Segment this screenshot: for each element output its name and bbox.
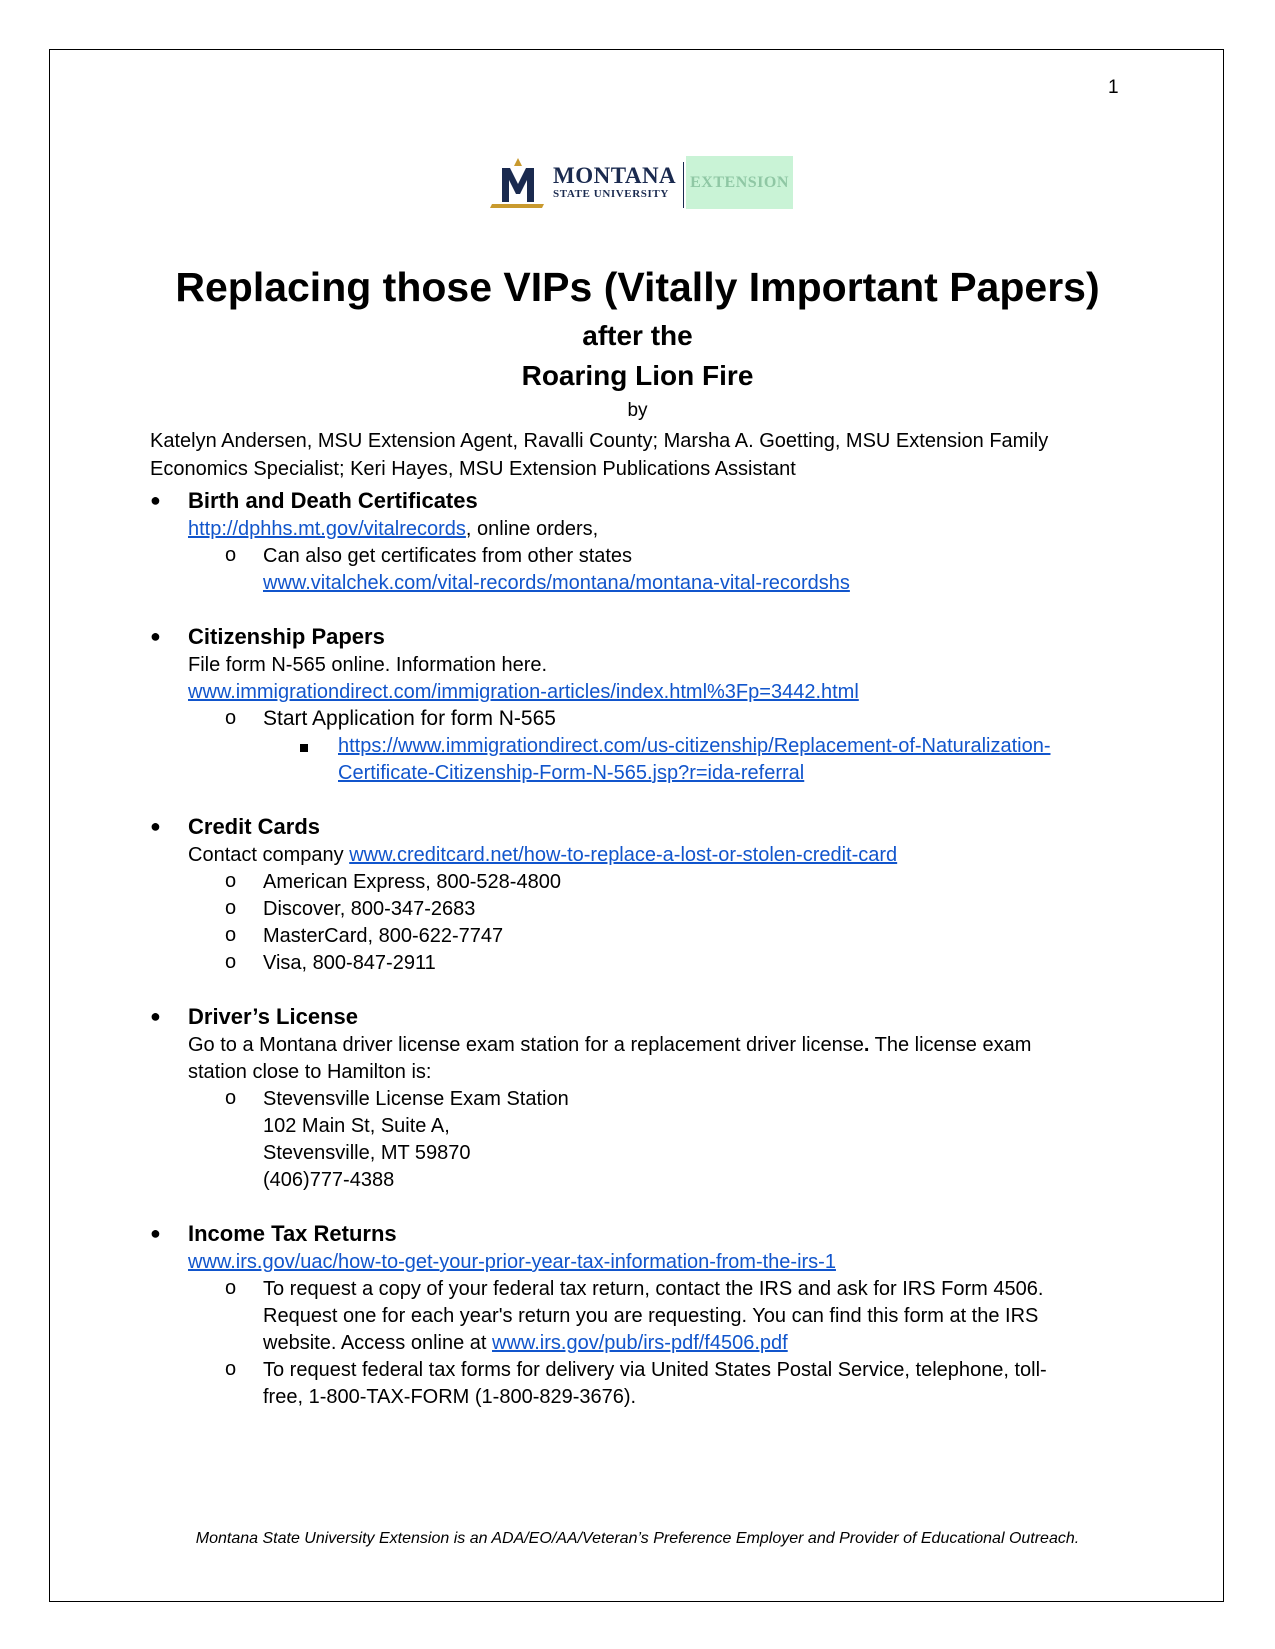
logo-wordmark-line2: STATE UNIVERSITY [553, 188, 669, 200]
section-line [188, 844, 897, 867]
sub-bullet-icon: o [225, 951, 237, 973]
vitalchek-link-line [263, 572, 850, 595]
sub-bullet-icon: o [225, 897, 237, 919]
immigration-link-line [188, 681, 859, 704]
bullet-icon: ● [150, 1006, 161, 1026]
sub-bullet-icon: o [225, 707, 237, 729]
card-item: Discover, 800-347-2683 [263, 898, 476, 920]
tax-item1-line2: Request one for each year's return you are requesting. You can find this form at the IRS [263, 1305, 1039, 1327]
bullet-icon: ● [150, 1223, 161, 1243]
bullet-icon: ● [150, 816, 161, 836]
tax-item2-line1: To request federal tax forms for delivery via United States Postal Service, telephone, toll- [263, 1359, 1047, 1381]
logo-divider [683, 162, 684, 208]
irs-f4506-link[interactable]: www.irs.gov/pub/irs-pdf/f4506.pdf [492, 1332, 788, 1354]
authors-line1: Katelyn Andersen, MSU Extension Agent, Ravalli County; Marsha A. Goetting, MSU Extension Family [150, 430, 1049, 452]
sub-bullet-icon: o [225, 544, 237, 566]
sub-item-text: Start Application for form N-565 [263, 707, 556, 730]
tax-item1-prefix: website. Access online at [263, 1332, 493, 1354]
n565-application-link[interactable]: https://www.immigrationdirect.com/us-citizenship/Replacement-of-Naturalization- [338, 735, 1051, 757]
contact-prefix: Contact company [188, 844, 350, 866]
tax-item2-line2: free, 1-800-TAX-FORM (1-800-829-3676). [263, 1386, 637, 1408]
bullet-icon: ● [150, 626, 161, 646]
logo-extension-label: EXTENSION [686, 156, 793, 209]
section-heading: Birth and Death Certificates [188, 488, 478, 513]
n565-link-line2 [338, 762, 804, 785]
section-heading: Credit Cards [188, 814, 321, 839]
logo-wordmark-line1: MONTANA [553, 163, 677, 188]
vitalchek-link[interactable]: www.vitalchek.com/vital-records/montana/montana-vital-recordshs [263, 572, 850, 594]
station-phone: (406)777-4388 [263, 1169, 395, 1191]
station-name: Stevensville License Exam Station [263, 1088, 569, 1110]
section-heading: Driver’s License [188, 1004, 358, 1029]
square-bullet-icon [300, 744, 308, 752]
authors [150, 427, 1100, 483]
subtitle-line1: after the [582, 320, 693, 351]
document-title: Replacing those VIPs (Vitally Important Papers) [175, 264, 1100, 310]
section-heading: Income Tax Returns [188, 1221, 397, 1246]
subtitle-line2: Roaring Lion Fire [521, 360, 754, 391]
section-text: File form N-565 online. Information here. [188, 654, 548, 676]
sub-bullet-icon: o [225, 1358, 237, 1380]
byline: by [627, 400, 648, 421]
footer-disclaimer: Montana State University Extension is an ADA/EO/AA/Veteran’s Preference Employer and Provider of Educational Outreach. [195, 1530, 1080, 1547]
n565-application-link-cont[interactable]: Certificate-Citizenship-Form-N-565.jsp?r=ida-referral [338, 762, 805, 784]
creditcard-link[interactable]: www.creditcard.net/how-to-replace-a-lost-or-stolen-credit-card [349, 844, 898, 866]
section-heading: Citizenship Papers [188, 624, 385, 649]
n565-link-line1 [338, 735, 1050, 758]
irs-link-line [188, 1251, 836, 1274]
section-text-line2: station close to Hamilton is: [188, 1061, 432, 1083]
license-text-a: Go to a Montana driver license exam station for a replacement driver license [188, 1034, 864, 1056]
station-city: Stevensville, MT 59870 [263, 1142, 471, 1164]
sub-bullet-icon: o [225, 1277, 237, 1299]
card-item: Visa, 800-847-2911 [263, 952, 436, 974]
irs-prior-year-link[interactable]: www.irs.gov/uac/how-to-get-your-prior-year-tax-information-from-the-irs-1 [188, 1251, 836, 1273]
card-item: MasterCard, 800-622-7747 [263, 925, 504, 947]
card-item: American Express, 800-528-4800 [263, 871, 561, 893]
section-line [188, 518, 598, 541]
msu-m-mark-icon [488, 156, 548, 210]
authors-line2: Economics Specialist; Keri Hayes, MSU Extension Publications Assistant [150, 458, 796, 480]
station-street: 102 Main St, Suite A, [263, 1115, 450, 1137]
tax-item1-line1: To request a copy of your federal tax return, contact the IRS and ask for IRS Form 4506. [263, 1278, 1044, 1300]
sub-bullet-icon: o [225, 924, 237, 946]
vitalrecords-link[interactable]: http://dphhs.mt.gov/vitalrecords [188, 518, 466, 540]
bullet-icon: ● [150, 490, 161, 510]
sub-bullet-icon: o [225, 1087, 237, 1109]
msu-extension-logo [488, 156, 793, 210]
license-text-b: The license exam [869, 1034, 1032, 1056]
license-text-bold: . [863, 1034, 870, 1056]
immigration-articles-link[interactable]: www.immigrationdirect.com/immigration-articles/index.html%3Fp=3442.html [188, 681, 859, 703]
page-number: 1 [1108, 77, 1119, 98]
logo-wordmark [553, 164, 676, 200]
link-suffix: , online orders, [465, 518, 599, 540]
sub-bullet-icon: o [225, 870, 237, 892]
section-text-line1 [188, 1034, 1031, 1057]
sub-item-text: Can also get certificates from other states [263, 545, 633, 567]
tax-item1-line3 [263, 1332, 788, 1355]
